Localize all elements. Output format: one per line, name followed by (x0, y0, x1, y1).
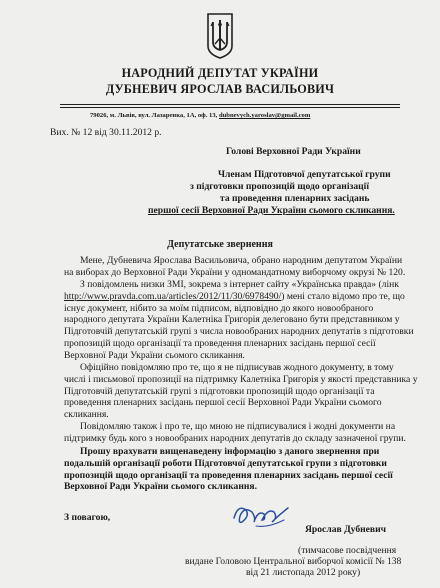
handwritten-signature-icon (228, 496, 298, 532)
p2-line: Підготовчій депутатській групі з числа новообраних народних депутатів з підготовки (64, 326, 414, 338)
p5-line: Верховної Ради України сьомого скликання. (64, 481, 258, 493)
recipient-line-5: першої сесії Верховної Ради України сьомого скликання. (148, 205, 395, 216)
p3-line: Підготовчій депутатській групі з підготовки пропозицій щодо організації та (64, 385, 375, 397)
paragraph-2 (64, 279, 414, 362)
deputy-heading: НАРОДНИЙ ДЕПУТАТ УКРАЇНИ (121, 66, 319, 80)
p2-line: народного депутата України Калетніка Григорія делеговано бути представником у (64, 314, 400, 326)
address-line (90, 112, 310, 119)
article-link[interactable]: http://www.pravda.com.ua/articles/2012/11/30/6978490/ (64, 290, 282, 302)
recipient-line-1: Голові Верховної Ради України (226, 146, 361, 157)
email-link[interactable]: dubnevych.yaroslav@gmail.com (218, 112, 311, 119)
recipient-line-3: з підготовки пропозицій щодо організації (190, 181, 370, 192)
deputy-name-heading: ДУБНЕВИЧ ЯРОСЛАВ ВАСИЛЬОВИЧ (105, 82, 335, 96)
outgoing-reference: Вих. № 12 від 30.11.2012 р. (50, 127, 162, 138)
letter-title: Депутатське звернення (167, 239, 273, 250)
regards-text: З повагою, (64, 512, 111, 523)
p2-link-line (64, 290, 405, 303)
p3-line: скликання. (64, 409, 109, 421)
p2-line: пропозицій щодо організації та проведення пленарних засідань першої сесії (64, 337, 376, 349)
recipient-line-2: Членам Підготовчої депутатської групи (218, 169, 391, 180)
trident-emblem-icon (205, 12, 235, 60)
p3-line: проведення пленарних засідань першої сесії Верховної Ради України сьомого (64, 397, 382, 409)
p1-line: Мене, Дубневича Ярослава Васильовича, обрано народним депутатом України (80, 255, 403, 266)
paragraph-1 (64, 255, 406, 279)
p3-line: Офіційно повідомляю про те, що я не підписував жодного документу, в тому (80, 362, 394, 373)
p4-line: підтримку будь кого з новообраних народних депутатів до складу зазначеної групи. (64, 432, 406, 444)
note-line-1: (тимчасове посвідчення (298, 545, 397, 556)
paragraph-4 (64, 421, 406, 445)
header-rule-thin (60, 107, 400, 108)
signatory-name: Ярослав Дубневич (305, 524, 387, 535)
p2-link-tail: ) мені стало відомо про те, що (281, 290, 405, 302)
p4-line: Повідомляю також і про те, що мною не підписувалися і жодні документи на (80, 421, 396, 432)
recipient-line-4: та проведення пленарних засідань (220, 193, 370, 204)
p3-line: числі і письмової пропозиції на підтримку Калетніка Григорія у якості представника у (64, 373, 418, 385)
p5-line: Прошу врахувати вищенаведену інформацію з даного звернення при (80, 446, 380, 457)
header-rule-thick (60, 104, 400, 105)
paragraph-3 (64, 362, 418, 421)
p2-line: існує документ, нібито за моїм підписом, відповідно до якого новообраного (64, 302, 374, 314)
note-line-3: від 21 листопада 2012 року) (246, 567, 361, 578)
p1-line: на виборах до Верховної Ради України у одномандатному виборчому окрузі № 120. (64, 266, 406, 278)
address-text: 79026, м. Львів, вул. Лазаренка, 1А, оф. 13, (90, 112, 219, 119)
paragraph-5 (64, 446, 396, 493)
p5-line: подальшій організації роботи Підготовчої депутатської групи з підготовки (64, 457, 387, 469)
note-line-2: видане Головою Центральної виборчої комісії № 138 (185, 556, 402, 567)
p5-line: пропозицій щодо організації та проведення пленарних засідань першої сесії (64, 469, 393, 481)
p2-line: З повідомлень низки ЗМІ, зокрема з інтернет сайту «Українська правда» (лінк (80, 279, 399, 290)
p2-line: Верховної Ради України сьомого скликання. (64, 349, 245, 361)
